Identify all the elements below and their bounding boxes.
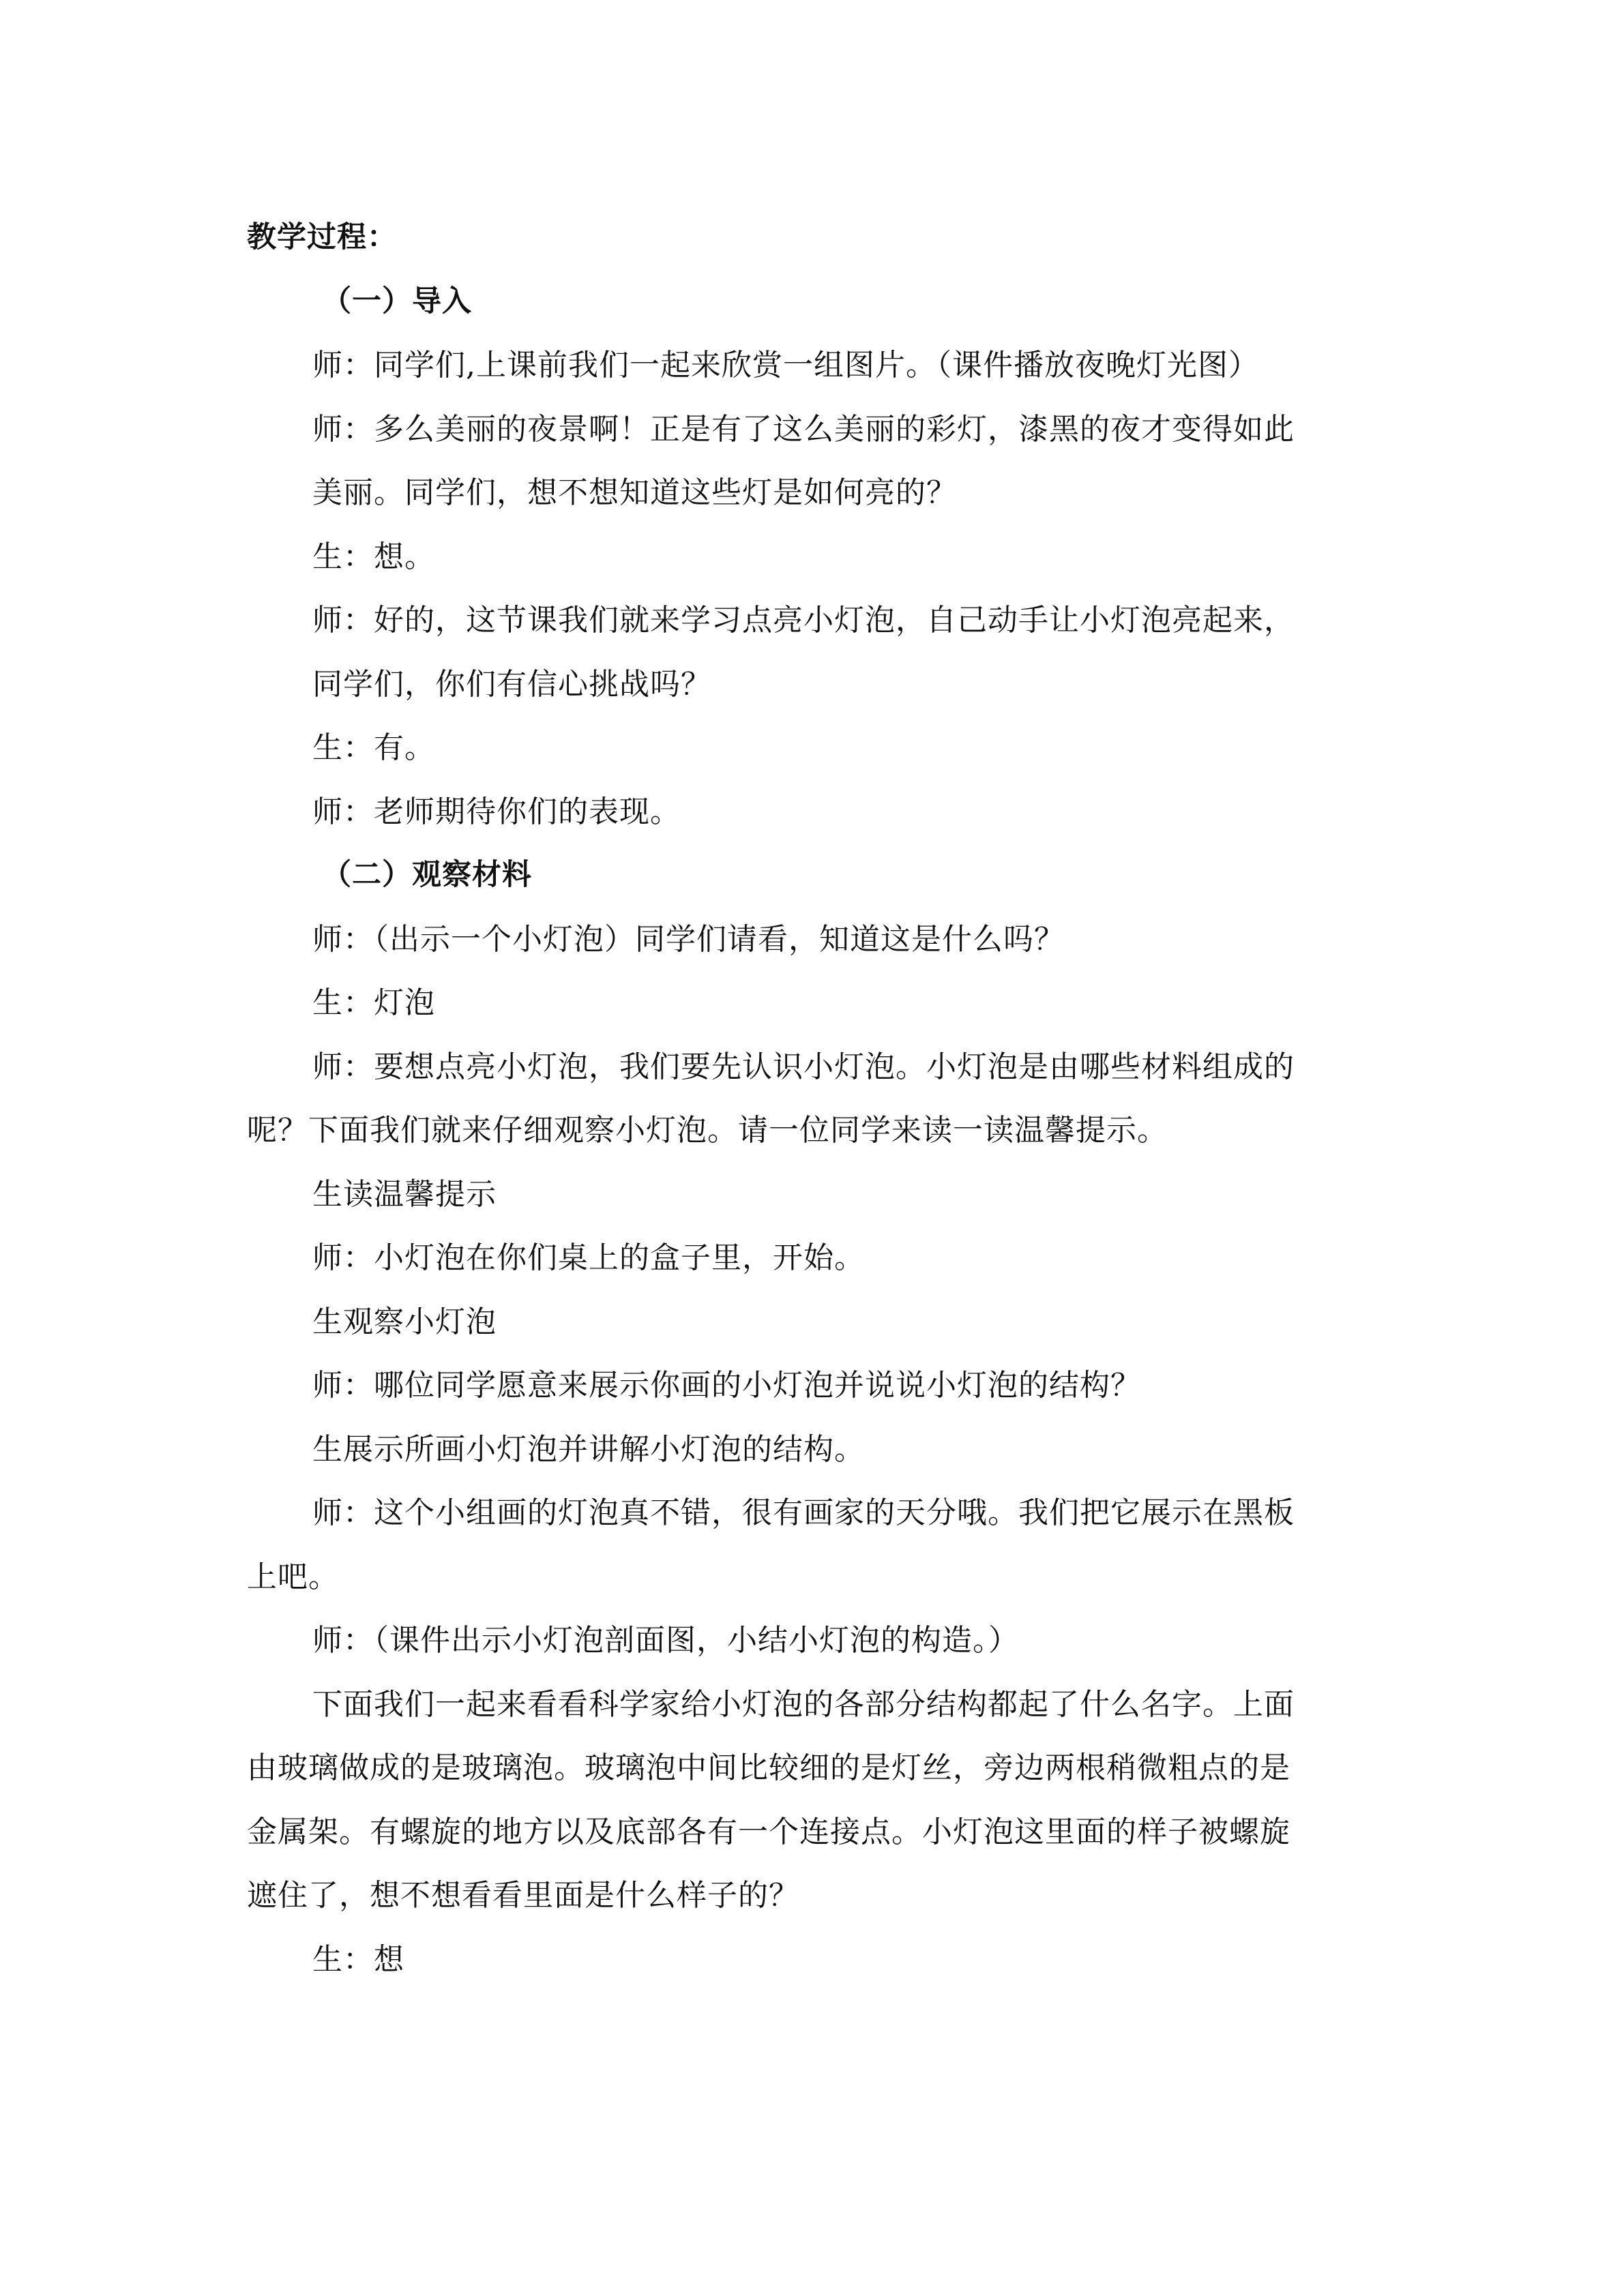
paragraph-line: 金属架。有螺旋的地方以及底部各有一个连接点。小灯泡这里面的样子被螺旋 <box>247 1814 1290 1849</box>
paragraph-line: 师：老师期待你们的表现。 <box>312 794 681 829</box>
paragraph-line: 美丽。同学们，想不想知道这些灯是如何亮的？ <box>312 475 957 510</box>
paragraph-line: 生：想。 <box>312 539 435 574</box>
paragraph-line: 下面我们一起来看看科学家给小灯泡的各部分结构都起了什么名字。上面 <box>312 1686 1295 1722</box>
subsection-heading-observe: （二）观察材料 <box>322 858 532 892</box>
paragraph-line: 师：哪位同学愿意来展示你画的小灯泡并说说小灯泡的结构？ <box>312 1368 1141 1403</box>
paragraph-line: 师：这个小组画的灯泡真不错，很有画家的天分哦。我们把它展示在黑板 <box>312 1495 1295 1530</box>
paragraph-line: 师：好的，这节课我们就来学习点亮小灯泡，自己动手让小灯泡亮起来， <box>312 603 1295 638</box>
paragraph-line: 呢？下面我们就来仔细观察小灯泡。请一位同学来读一读温馨提示。 <box>247 1113 1168 1148</box>
paragraph-line: 生：想 <box>312 1941 404 1977</box>
paragraph-line: 生展示所画小灯泡并讲解小灯泡的结构。 <box>312 1431 865 1467</box>
paragraph-line: 遮住了，想不想看看里面是什么样子的？ <box>247 1878 799 1913</box>
paragraph-line: 同学们，你们有信心挑战吗？ <box>312 666 711 702</box>
paragraph-line: 生观察小灯泡 <box>312 1304 497 1339</box>
paragraph-line: 师：（出示一个小灯泡）同学们请看，知道这是什么吗？ <box>312 921 1065 957</box>
document-body <box>247 206 1365 1991</box>
paragraph-line: 由玻璃做成的是玻璃泡。玻璃泡中间比较细的是灯丝，旁边两根稍微粗点的是 <box>247 1750 1290 1785</box>
paragraph-line: 上吧。 <box>247 1559 339 1594</box>
section-title: 教学过程： <box>247 220 397 254</box>
paragraph-line: 生读温馨提示 <box>312 1176 497 1212</box>
paragraph-line: 师：要想点亮小灯泡，我们要先认识小灯泡。小灯泡是由哪些材料组成的 <box>312 1049 1295 1084</box>
paragraph-line: 生：灯泡 <box>312 985 435 1020</box>
paragraph-line: 生：有。 <box>312 730 435 765</box>
paragraph-line: 师：小灯泡在你们桌上的盒子里，开始。 <box>312 1240 865 1275</box>
paragraph-line: 师：多么美丽的夜景啊！正是有了这么美丽的彩灯，漆黑的夜才变得如此 <box>312 411 1295 447</box>
paragraph-line: 师：同学们,上课前我们一起来欣赏一组图片。（课件播放夜晚灯光图） <box>312 348 1259 383</box>
subsection-heading-intro: （一）导入 <box>322 284 472 318</box>
paragraph-line: 师：（课件出示小灯泡剖面图，小结小灯泡的构造。） <box>312 1623 1019 1658</box>
